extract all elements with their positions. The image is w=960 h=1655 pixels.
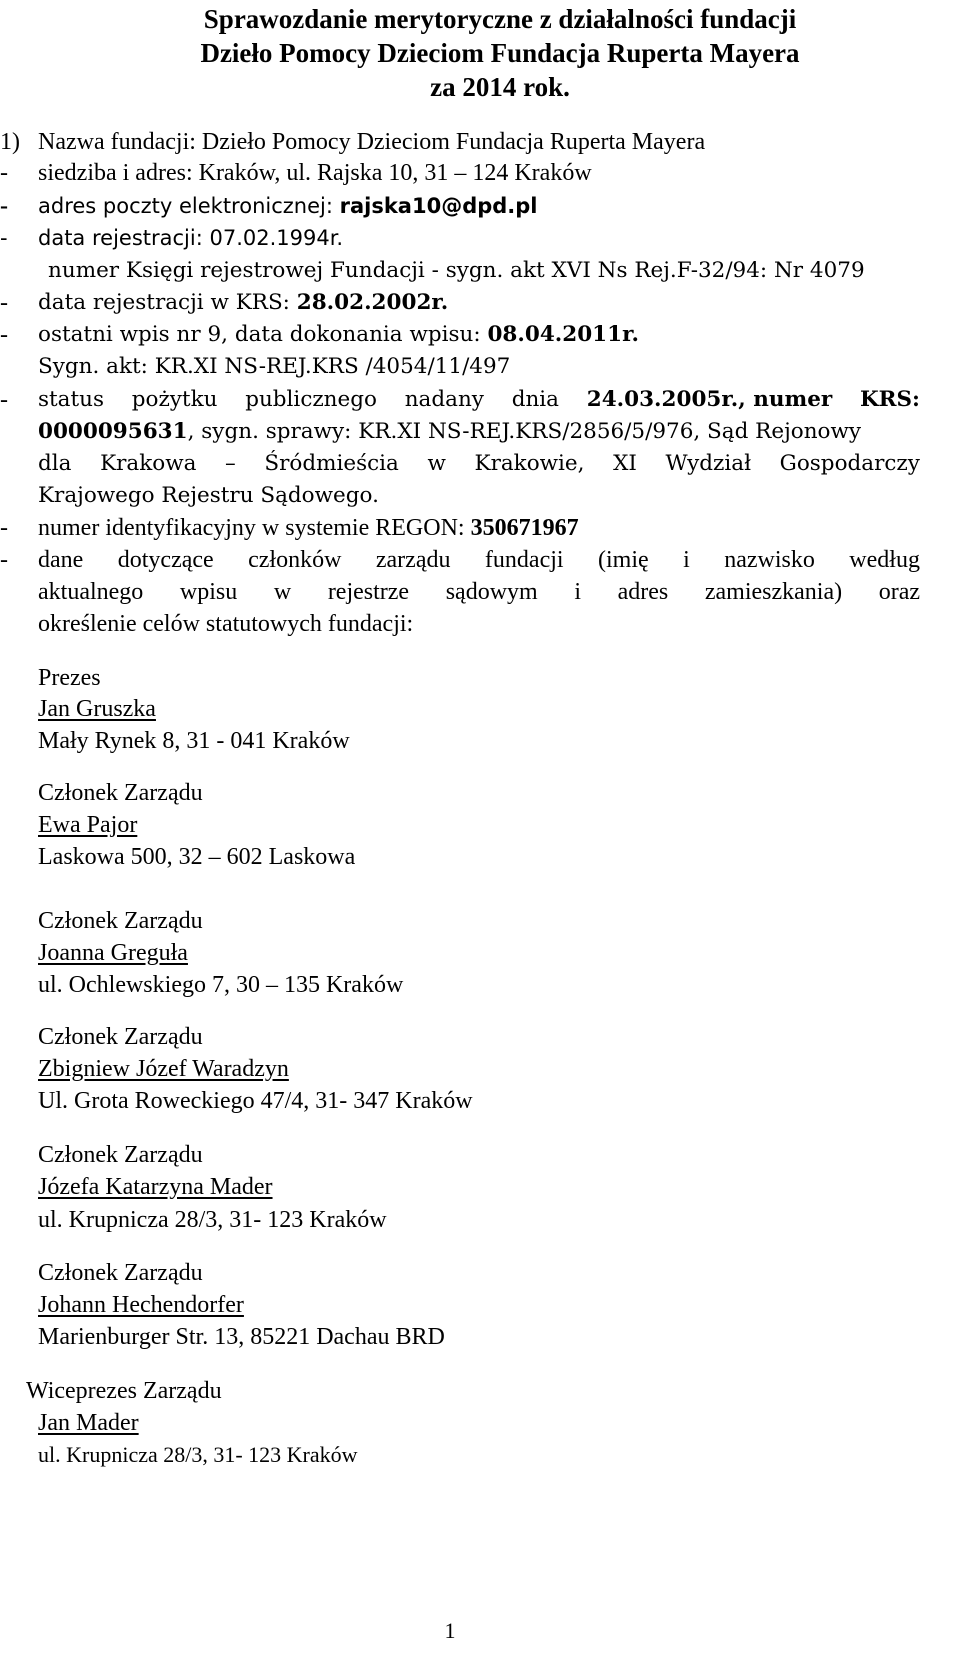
document-title-line-2: Dzieło Pomocy Dzieciom Fundacja Ruperta Mayera (200, 38, 800, 68)
bullet-dash: - (0, 193, 8, 219)
board-member-name: Jan Mader (38, 1410, 139, 1436)
board-info-word: rejestrze (327, 579, 410, 605)
bullet-dash: - (0, 547, 8, 573)
krs-registration-label: data rejestracji w KRS: (38, 290, 297, 315)
board-info-word: i (683, 547, 690, 573)
bullet-dash: - (0, 515, 8, 541)
bullet-dash: - (0, 160, 8, 186)
court-word: Krakowa (100, 451, 197, 476)
bullet-dash: - (0, 226, 8, 250)
board-info-word: zarządu (375, 547, 451, 573)
board-member-address: ul. Krupnicza 28/3, 31- 123 Kraków (38, 1207, 387, 1233)
board-member-name: Zbigniew Józef Waradzyn (38, 1056, 289, 1082)
seat-value: Kraków, ul. Rajska 10, 31 – 124 Kraków (198, 160, 592, 186)
case-reference: Sygn. akt: KR.XI NS-REJ.KRS /4054/11/497 (38, 354, 511, 379)
board-info-line-3: określenie celów statutowych fundacji: (38, 611, 414, 637)
board-member-address: Mały Rynek 8, 31 - 041 Kraków (38, 728, 350, 754)
seat-label: siedziba i adres: (38, 160, 199, 186)
status-word: pożytku (131, 387, 218, 412)
status-word: KRS: (859, 387, 920, 412)
board-member-name: Joanna Greguła (38, 940, 188, 966)
status-date: 24.03.2005r. (586, 387, 739, 412)
krs-number-line (38, 417, 861, 447)
board-info-word: fundacji (484, 547, 564, 573)
board-member-role: Członek Zarządu (38, 1142, 203, 1168)
court-line (38, 449, 920, 479)
register-book-number: numer Księgi rejestrowej Fundacji - sygn. akt XVI Ns Rej.F-32/94: Nr 4079 (48, 258, 865, 283)
last-entry-label: ostatni wpis nr 9, data dokonania wpisu: (38, 322, 488, 347)
board-member-name: Johann Hechendorfer (38, 1292, 244, 1318)
board-member-address: Marienburger Str. 13, 85221 Dachau BRD (38, 1324, 445, 1350)
foundation-name-value: Dzieło Pomocy Dzieciom Fundacja Ruperta Mayera (201, 129, 706, 155)
board-member-name: Ewa Pajor (38, 812, 138, 838)
court-word: Śródmieścia (264, 451, 399, 476)
board-member-role: Wiceprezes Zarządu (26, 1378, 222, 1404)
board-member-role: Prezes (38, 665, 101, 691)
court-word: Wydział (665, 451, 752, 476)
board-info-word: członków (248, 547, 342, 573)
board-info-word: w (273, 579, 292, 605)
court-word: XI (613, 451, 637, 476)
bullet-dash: - (0, 322, 8, 348)
page-number: 1 (444, 1618, 456, 1643)
status-word: , numer (738, 387, 833, 412)
board-member-role: Członek Zarządu (38, 1260, 203, 1286)
board-member-name: Józefa Katarzyna Mader (38, 1174, 273, 1200)
bullet-dash: - (0, 387, 8, 413)
board-info-word: dotyczące (117, 547, 214, 573)
email-value: rajska10@dpd.pl (339, 194, 538, 218)
krs-court-reference: , sygn. sprawy: KR.XI NS-REJ.KRS/2856/5/976, Sąd Rejonowy (187, 419, 862, 444)
board-member-address: ul. Krupnicza 28/3, 31- 123 Kraków (38, 1442, 358, 1467)
board-info-word: i (574, 579, 581, 605)
board-info-line-2 (38, 577, 920, 607)
board-info-word: (imię (598, 547, 649, 573)
document-title-line-3: za 2014 rok. (430, 72, 570, 102)
document-title-line-1: Sprawozdanie merytoryczne z działalności fundacji (203, 4, 797, 34)
board-info-word: wpisu (179, 579, 238, 605)
board-member-address: Laskowa 500, 32 – 602 Laskowa (38, 844, 356, 870)
board-member-role: Członek Zarządu (38, 908, 203, 934)
registration-date: data rejestracji: 07.02.1994r. (38, 226, 344, 250)
bullet-dash: - (0, 290, 8, 316)
regon-label: numer identyfikacyjny w systemie REGON: (38, 515, 471, 541)
board-info-word: zamieszkania) (704, 579, 843, 605)
board-member-role: Członek Zarządu (38, 1024, 203, 1050)
foundation-name-label: Nazwa fundacji: (38, 129, 202, 155)
board-member-role: Członek Zarządu (38, 780, 203, 806)
board-member-address: Ul. Grota Roweckiego 47/4, 31- 347 Kraków (38, 1088, 473, 1114)
court-register: Krajowego Rejestru Sądowego. (38, 483, 379, 508)
board-info-word: adres (617, 579, 669, 605)
board-info-word: sądowym (445, 579, 538, 605)
krs-number: 0000095631 (38, 419, 188, 444)
board-info-word: aktualnego (38, 579, 144, 605)
board-info-word: według (849, 547, 920, 573)
court-word: Krakowie, (474, 451, 585, 476)
board-member-name: Jan Gruszka (38, 696, 156, 722)
status-word: status (38, 387, 105, 412)
email-label: adres poczty elektronicznej: (38, 194, 340, 218)
krs-registration-value: 28.02.2002r. (296, 290, 449, 315)
board-info-word: nazwisko (724, 547, 815, 573)
court-word: – (225, 451, 236, 476)
court-word: dla (38, 451, 72, 476)
status-word: nadany (404, 387, 484, 412)
status-word: publicznego (245, 387, 377, 412)
item-number: 1) (0, 129, 20, 155)
regon-value: 350671967 (470, 515, 579, 541)
status-word: dnia (511, 387, 559, 412)
court-word: w (427, 451, 446, 476)
last-entry-value: 08.04.2011r. (487, 322, 639, 347)
court-word: Gospodarczy (779, 451, 920, 476)
board-info-word: dane (38, 547, 84, 573)
board-info-word: oraz (878, 579, 920, 605)
board-member-address: ul. Ochlewskiego 7, 30 – 135 Kraków (38, 972, 404, 998)
